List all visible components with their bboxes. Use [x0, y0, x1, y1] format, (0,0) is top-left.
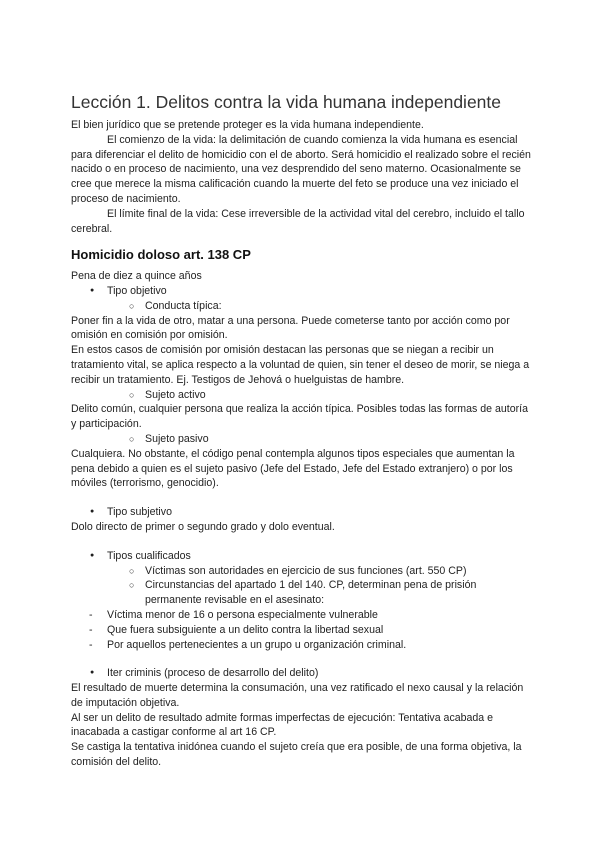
- spacer: [71, 535, 531, 549]
- paragraph: En estos casos de comisión por omisión destacan las personas que se niegan a recibir un tratamiento vital, se aplica respecto a la voluntad de quien, sin tener el deseo de morir, se niega a recibir un tratamiento. Ej. Testigos de Jehová o huelguistas de hambre.: [71, 344, 530, 386]
- dash-item: - Que fuera subsiguiente a un delito contra la libertad sexual: [71, 623, 531, 638]
- paragraph: Delito común, cualquier persona que realiza la acción típica. Posibles todas las formas de autoría y participación.: [71, 403, 528, 431]
- bullet-iter-criminis: ● Iter criminis (proceso de desarrollo del delito): [71, 666, 531, 681]
- spacer: [71, 652, 531, 666]
- intro-paragraph: El límite final de la vida: Cese irreversible de la actividad vital del cerebro, incluido el tallo cerebral.: [71, 207, 525, 235]
- paragraph: Al ser un delito de resultado admite formas imperfectas de ejecución: Tentativa acabada e inacabada a castigar conforme al art 16 CP.: [71, 711, 494, 739]
- subbullet-sujeto-activo: ○ Sujeto activo: [71, 388, 531, 403]
- intro-paragraph: El comienzo de la vida: la delimitación de cuando comienza la vida humana es esencial para diferenciar el delito de homicidio con el de aborto. Será homicidio el realizado sobre el recién nacido o en proceso de nacimiento, una vez desprendido del seno materno. Ocasionalmente se cree que merece la misma calificación cuando la muerte del feto se produce una vez iniciado el proceso de nacimiento.: [71, 133, 531, 205]
- dash-item: - Víctima menor de 16 o persona especialmente vulnerable: [71, 608, 531, 623]
- paragraph: El resultado de muerte determina la consumación, una vez ratificado el nexo causal y la relación de imputación objetiva.: [71, 682, 524, 709]
- section-heading: Homicidio doloso art. 138 CP: [71, 247, 251, 263]
- page-title: Lección 1. Delitos contra la vida humana independiente: [71, 92, 502, 112]
- bullet-tipo-subjetivo: ● Tipo subjetivo: [71, 505, 531, 520]
- bullet-tipo-objetivo: ● Tipo objetivo: [71, 284, 531, 299]
- pena-text: Pena de diez a quince años: [71, 270, 202, 283]
- paragraph: Dolo directo de primer o segundo grado y dolo eventual.: [71, 520, 335, 533]
- document-body: [71, 118, 531, 770]
- paragraph: Se castiga la tentativa inidónea cuando el sujeto creía que era posible, de una forma objetiva, la comisión del delito.: [71, 741, 522, 769]
- subbullet-cualificado: ○ Circunstancias del apartado 1 del 140. CP, determinan pena de prisión permanente revisable en el asesinato:: [71, 578, 531, 608]
- dash-item: - Por aquellos pertenecientes a un grupo u organización criminal.: [71, 638, 531, 653]
- subbullet-sujeto-pasivo: ○ Sujeto pasivo: [71, 432, 531, 447]
- subbullet-cualificado: ○ Víctimas son autoridades en ejercicio de sus funciones (art. 550 CP): [71, 564, 531, 579]
- intro-paragraph: El bien jurídico que se pretende proteger es la vida humana independiente.: [71, 119, 424, 131]
- spacer: [71, 491, 531, 505]
- subbullet-conducta-tipica: ○ Conducta típica:: [71, 299, 531, 314]
- bullet-tipos-cualificados: ● Tipos cualificados: [71, 549, 531, 564]
- paragraph: Cualquiera. No obstante, el código penal contempla algunos tipos especiales que aumentan la pena debido a quien es el sujeto pasivo (Jefe del Estado, Jefe del Estado extranjero) o por los móviles (terrorismo, genocidio).: [71, 447, 515, 490]
- paragraph: Poner fin a la vida de otro, matar a una persona. Puede cometerse tanto por acción como por omisión en comisión por omisión.: [71, 314, 510, 342]
